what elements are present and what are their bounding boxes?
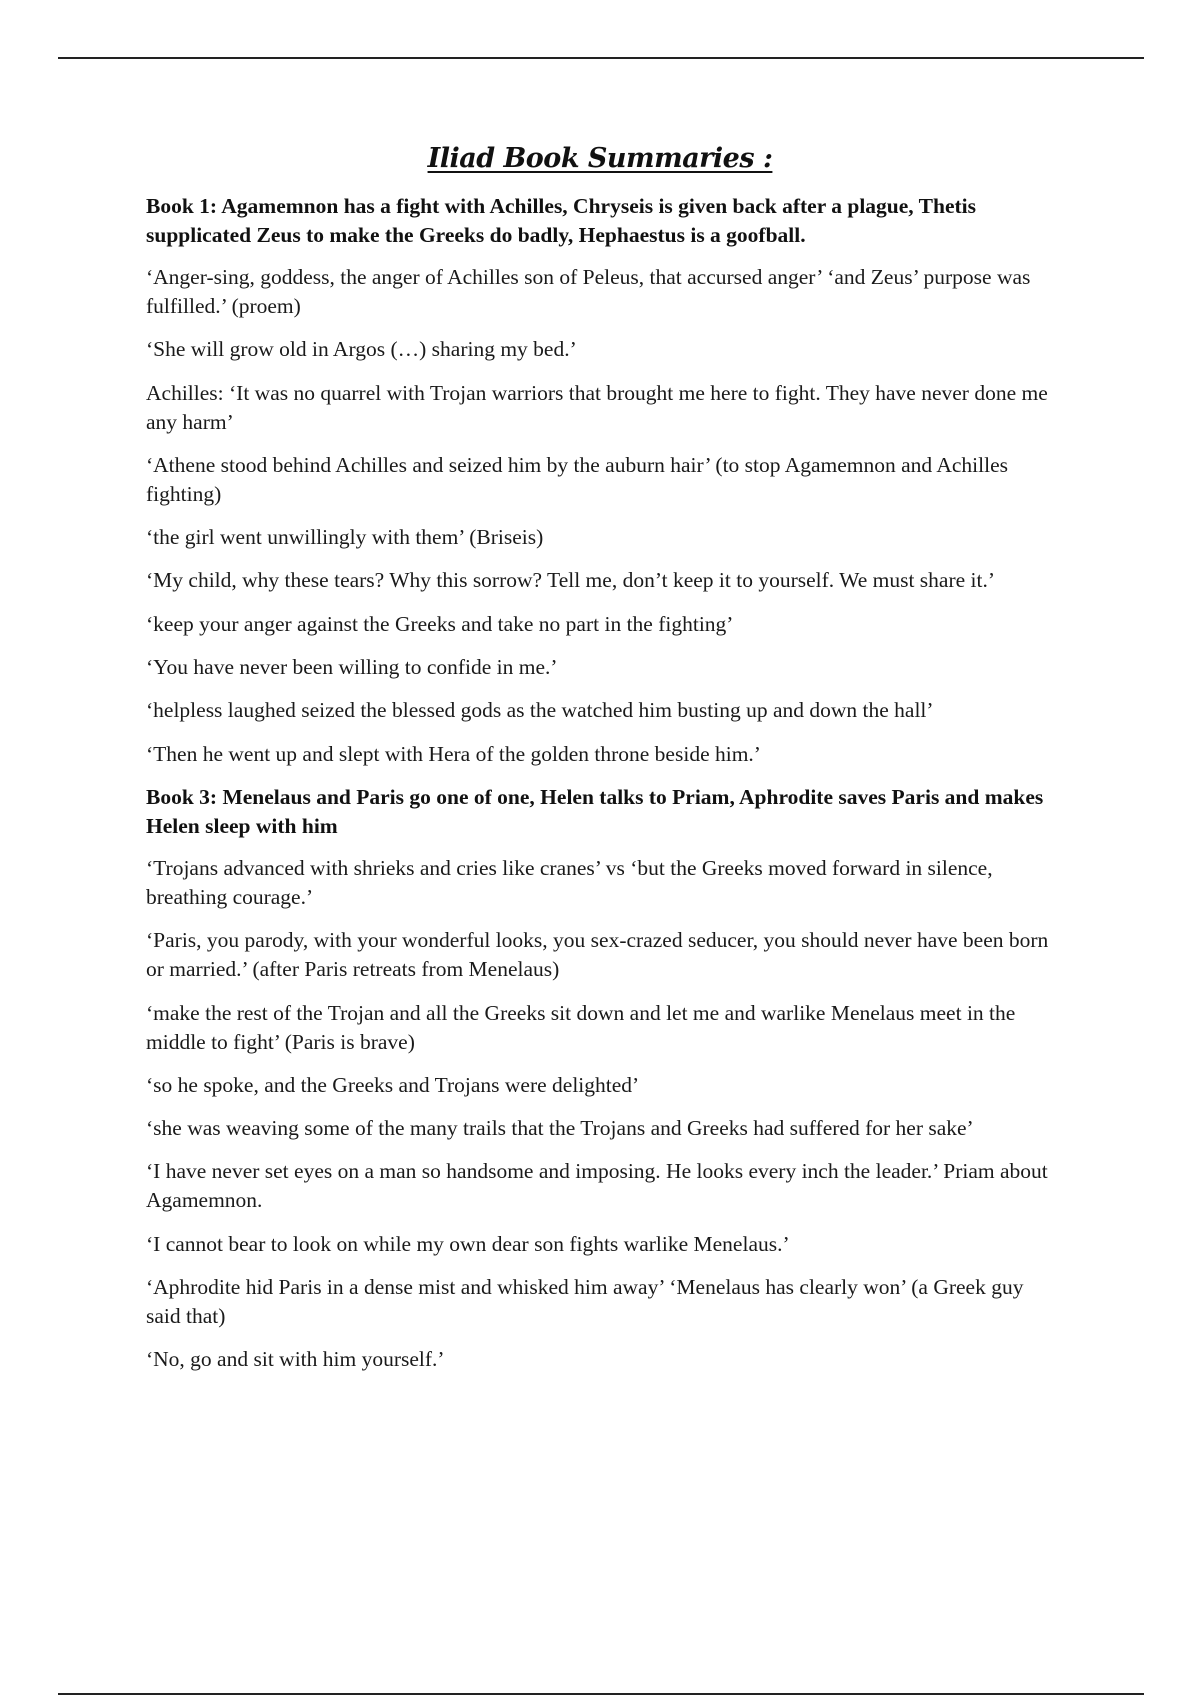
quote-paragraph: Achilles: ‘It was no quarrel with Trojan warriors that brought me here to fight. They have never done me any harm’ [146, 380, 1048, 434]
quote-paragraph: ‘keep your anger against the Greeks and take no part in the fighting’ [146, 611, 734, 636]
quote-paragraph: ‘No, go and sit with him yourself.’ [146, 1347, 445, 1372]
quote-paragraph: ‘make the rest of the Trojan and all the Greeks sit down and let me and warlike Menelaus meet in the middle to fight’ (Paris is brave) [146, 1000, 1016, 1054]
quote-paragraph: ‘I have never set eyes on a man so handsome and imposing. He looks every inch the leader.’ Priam about Agamemnon. [146, 1159, 1048, 1213]
quote-paragraph: ‘helpless laughed seized the blessed gods as the watched him busting up and down the hall’ [146, 698, 934, 723]
quote-paragraph: ‘she was weaving some of the many trails that the Trojans and Greeks had suffered for her sake’ [146, 1116, 974, 1141]
quote-paragraph: ‘She will grow old in Argos (…) sharing my bed.’ [146, 337, 577, 362]
section-heading-book-1: Book 1: Agamemnon has a fight with Achilles, Chryseis is given back after a plague, Thetis supplicated Zeus to make the Greeks do badly, Hephaestus is a goofball. [146, 194, 977, 247]
page-bottom-rule [58, 1693, 1144, 1695]
quote-paragraph: ‘the girl went unwillingly with them’ (Briseis) [146, 525, 544, 550]
quote-paragraph: ‘You have never been willing to confide in me.’ [146, 655, 558, 680]
quote-paragraph: ‘Anger-sing, goddess, the anger of Achilles son of Peleus, that accursed anger’ ‘and Zeus’ purpose was fulfilled.’ (proem) [146, 265, 1031, 318]
quote-paragraph: ‘Athene stood behind Achilles and seized him by the auburn hair’ (to stop Agamemnon and Achilles fighting) [146, 452, 1009, 506]
page-top-rule [58, 57, 1144, 59]
quote-paragraph: ‘Aphrodite hid Paris in a dense mist and whisked him away’ ‘Menelaus has clearly won’ (a Greek guy said that) [146, 1275, 1024, 1329]
quote-paragraph: ‘Trojans advanced with shrieks and cries like cranes’ vs ‘but the Greeks moved forward in silence, breathing courage.’ [146, 855, 993, 909]
quote-paragraph: ‘My child, why these tears? Why this sorrow? Tell me, don’t keep it to yourself. We must share it.’ [146, 568, 996, 593]
quote-paragraph: ‘Paris, you parody, with your wonderful looks, you sex-crazed seducer, you should never have been born or married.’ (after Paris retreats from Menelaus) [146, 928, 1049, 982]
page-title: Iliad Book Summaries : [427, 143, 773, 174]
quote-paragraph: ‘so he spoke, and the Greeks and Trojans were delighted’ [146, 1072, 640, 1097]
quote-paragraph: ‘I cannot bear to look on while my own dear son fights warlike Menelaus.’ [146, 1231, 790, 1256]
document-body [146, 192, 1056, 1389]
quote-paragraph: ‘Then he went up and slept with Hera of the golden throne beside him.’ [146, 741, 761, 766]
section-heading-book-3: Book 3: Menelaus and Paris go one of one, Helen talks to Priam, Aphrodite saves Paris and makes Helen sleep with him [146, 784, 1044, 838]
